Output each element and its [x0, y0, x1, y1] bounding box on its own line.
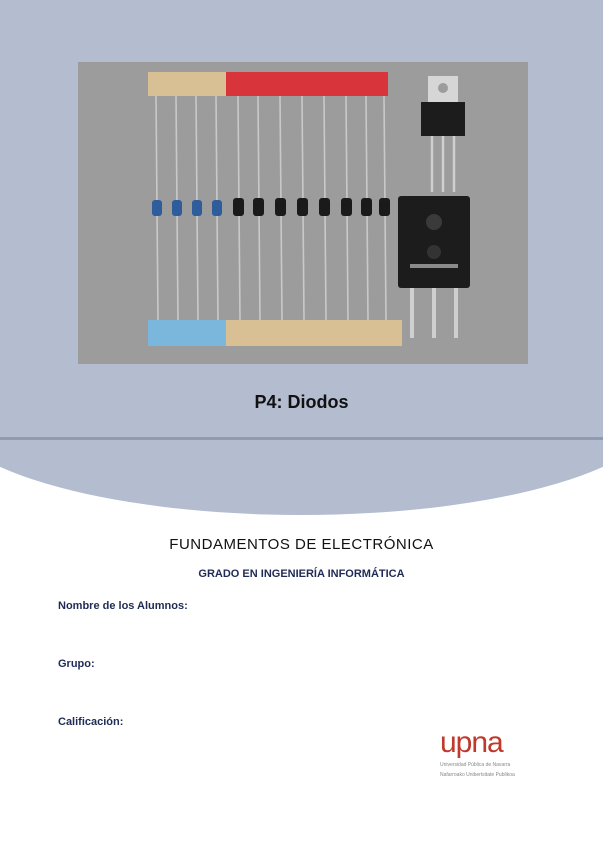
- course-name: FUNDAMENTOS DE ELECTRÓNICA: [169, 536, 434, 553]
- band-arc: [0, 440, 603, 520]
- grade-field-label: Calificación:: [58, 716, 124, 728]
- practice-title: P4: Diodos: [254, 392, 349, 412]
- degree-name: GRADO EN INGENIERÍA INFORMÁTICA: [198, 568, 405, 580]
- diodes-photo: [78, 62, 528, 364]
- students-field-label: Nombre de los Alumnos:: [58, 600, 188, 612]
- upna-logo: [440, 728, 550, 778]
- group-field-label: Grupo:: [58, 658, 95, 670]
- logo-word: upna: [440, 726, 503, 759]
- logo-line-1: Universidad Pública de Navarra: [440, 762, 511, 768]
- logo-line-2: Nafarroako Unibertsitate Publikoa: [440, 772, 515, 778]
